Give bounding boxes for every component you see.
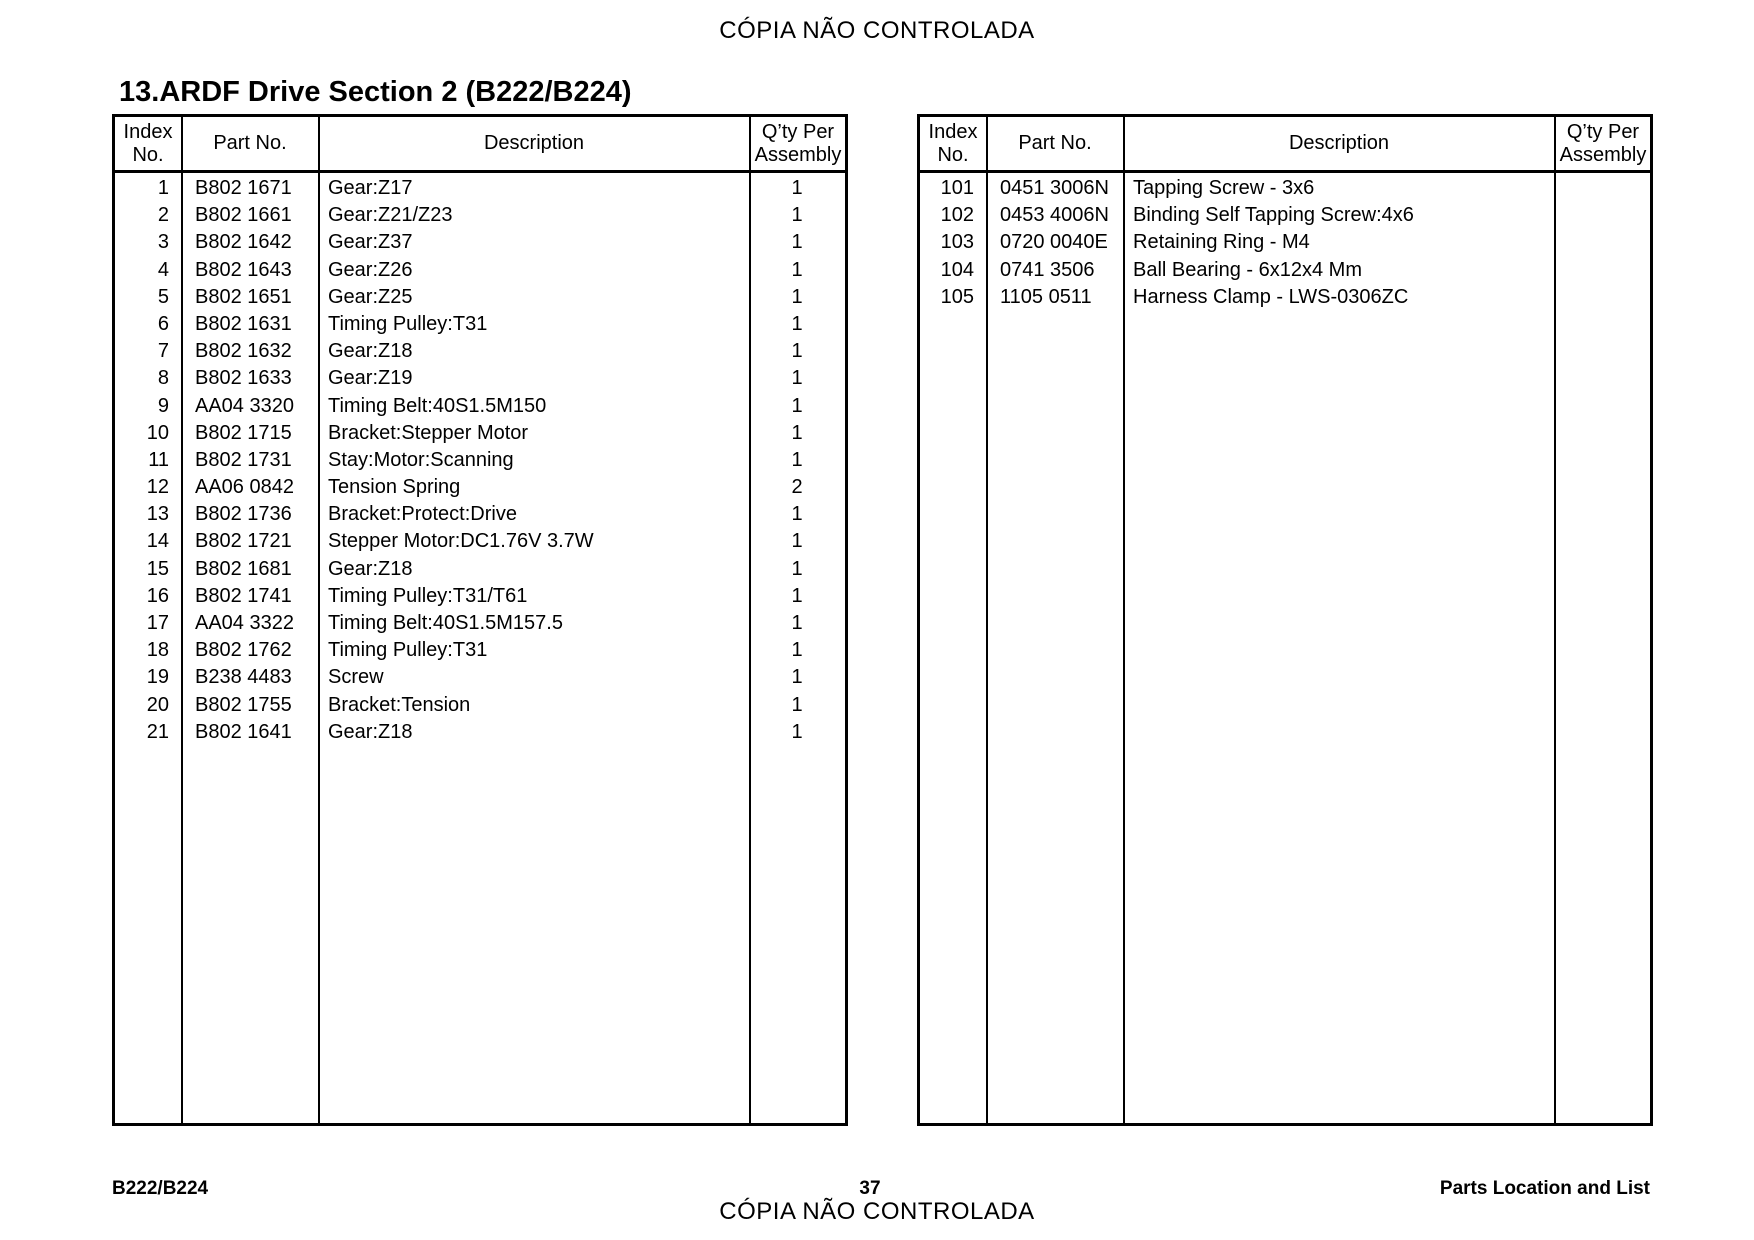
header-index (115, 117, 181, 170)
cell-part-no: B802 1661 (195, 204, 292, 227)
cell-description: Gear:Z21/Z23 (328, 204, 453, 227)
cell-index: 16 (146, 584, 169, 607)
table-row (115, 202, 845, 229)
cell-part-no: B802 1731 (195, 448, 292, 471)
cell-description: Bracket:Tension (328, 693, 471, 716)
cell-index: 101 (940, 177, 974, 199)
cell-part-no: B802 1641 (195, 720, 292, 743)
cell-part-no: B802 1671 (195, 177, 292, 199)
table-row (920, 229, 1650, 256)
header-divider (115, 170, 845, 173)
cell-part-no: B802 1651 (195, 285, 292, 308)
table-row (115, 420, 845, 447)
cell-qty (1557, 229, 1647, 256)
cell-description: Gear:Z17 (328, 177, 413, 199)
cell-description: Retaining Ring - M4 (1133, 231, 1310, 254)
header-qty-line2: Assembly (1559, 143, 1647, 166)
cell-description: Tension Spring (328, 476, 461, 499)
cell-index: 104 (940, 258, 974, 281)
cell-index: 102 (940, 204, 974, 227)
cell-qty: 1 (791, 639, 803, 662)
header-part-no: Part No. (1018, 132, 1092, 154)
cell-part-no: B802 1642 (195, 231, 292, 254)
cell-description: Tapping Screw - 3x6 (1133, 177, 1315, 199)
cell-description: Gear:Z18 (328, 340, 413, 363)
header-qty-line1: Q’ty Per (1566, 120, 1640, 143)
table-row (115, 229, 845, 256)
table-row (115, 583, 845, 610)
cell-description: Screw (328, 666, 384, 689)
cell-index: 5 (157, 285, 169, 308)
header-qty-line2: Assembly (754, 143, 842, 166)
cell-description: Ball Bearing - 6x12x4 Mm (1133, 258, 1362, 281)
header-qty (750, 117, 846, 170)
table-row (115, 501, 845, 528)
cell-part-no: B802 1755 (195, 693, 292, 716)
table-row (115, 556, 845, 583)
cell-qty: 1 (791, 584, 803, 607)
cell-part-no: B802 1632 (195, 340, 292, 363)
parts-table-right (917, 114, 1653, 1126)
cell-qty: 1 (791, 421, 803, 444)
cell-index: 18 (146, 639, 169, 662)
table-row (115, 610, 845, 637)
cell-index: 19 (146, 666, 169, 689)
cell-index: 7 (157, 340, 169, 363)
cell-qty (1557, 175, 1647, 202)
cell-description: Binding Self Tapping Screw:4x6 (1133, 204, 1414, 227)
watermark-top: CÓPIA NÃO CONTROLADA (719, 17, 1035, 44)
cell-description: Bracket:Protect:Drive (328, 503, 517, 526)
parts-table-left (112, 114, 848, 1126)
table-row (115, 474, 845, 501)
cell-part-no: 0741 3506 (1000, 258, 1095, 281)
cell-index: 14 (146, 530, 169, 553)
header-index-line2: No. (132, 143, 164, 166)
cell-qty: 1 (791, 312, 803, 335)
header-description: Description (1288, 132, 1390, 154)
table-row (115, 257, 845, 284)
cell-index: 12 (146, 476, 169, 499)
cell-part-no: 0453 4006N (1000, 204, 1109, 227)
cell-qty: 1 (791, 612, 803, 634)
cell-qty: 1 (791, 177, 803, 199)
cell-description: Timing Pulley:T31 (328, 639, 488, 662)
cell-description: Gear:Z19 (328, 367, 413, 390)
cell-index: 11 (148, 448, 169, 471)
cell-qty: 1 (791, 204, 803, 227)
footer-section: Parts Location and List (1439, 1178, 1650, 1199)
cell-qty: 1 (791, 340, 803, 363)
cell-qty: 1 (791, 530, 803, 553)
cell-qty: 1 (791, 394, 803, 417)
cell-description: Bracket:Stepper Motor (328, 421, 529, 444)
cell-part-no: B802 1633 (195, 367, 292, 390)
header-qty (1555, 117, 1651, 170)
cell-part-no: B802 1643 (195, 258, 292, 281)
cell-index: 17 (146, 612, 169, 634)
cell-index: 10 (146, 421, 169, 444)
table-row (920, 175, 1650, 202)
cell-index: 1 (157, 177, 169, 199)
cell-part-no: AA04 3320 (195, 394, 294, 417)
cell-qty: 1 (791, 448, 803, 471)
cell-qty: 1 (791, 666, 803, 689)
table-row (115, 664, 845, 691)
cell-qty: 1 (791, 258, 803, 281)
table-row (115, 365, 845, 392)
header-index-line1: Index (123, 120, 173, 143)
table-row (115, 284, 845, 311)
cell-part-no: B802 1631 (195, 312, 292, 335)
cell-qty: 1 (791, 367, 803, 390)
cell-part-no: B802 1721 (195, 530, 292, 553)
table-row (115, 338, 845, 365)
cell-part-no: B802 1762 (195, 639, 292, 662)
cell-description: Timing Belt:40S1.5M157.5 (328, 612, 563, 634)
cell-part-no: B238 4483 (195, 666, 292, 689)
header-index-line1: Index (928, 120, 978, 143)
header-qty-line1: Q’ty Per (761, 120, 835, 143)
cell-part-no: 1105 0511 (1000, 285, 1092, 308)
cell-description: Harness Clamp - LWS-0306ZC (1133, 285, 1409, 308)
footer-model: B222/B224 (112, 1178, 209, 1199)
table-row (115, 719, 845, 746)
header-index-line2: No. (937, 143, 969, 166)
cell-part-no: B802 1681 (195, 557, 292, 580)
table-row (920, 284, 1650, 311)
cell-index: 20 (146, 693, 169, 716)
header-description: Description (483, 132, 585, 154)
cell-qty: 1 (791, 285, 803, 308)
cell-index: 6 (157, 312, 169, 335)
header-part-no: Part No. (213, 132, 287, 154)
cell-description: Gear:Z18 (328, 720, 413, 743)
cell-description: Gear:Z37 (328, 231, 413, 254)
cell-index: 103 (940, 231, 974, 254)
header-divider (920, 170, 1650, 173)
cell-description: Gear:Z26 (328, 258, 413, 281)
cell-description: Timing Pulley:T31 (328, 312, 488, 335)
cell-index: 2 (157, 204, 169, 227)
cell-qty: 1 (791, 231, 803, 254)
cell-description: Timing Pulley:T31/T61 (328, 584, 528, 607)
section-title: 13.ARDF Drive Section 2 (B222/B224) (119, 76, 632, 108)
cell-qty: 1 (791, 557, 803, 580)
cell-index: 13 (146, 503, 169, 526)
cell-index: 3 (157, 231, 169, 254)
cell-description: Stepper Motor:DC1.76V 3.7W (328, 530, 594, 553)
cell-qty: 2 (791, 476, 803, 499)
cell-index: 8 (157, 367, 169, 390)
cell-description: Gear:Z18 (328, 557, 413, 580)
cell-index: 9 (157, 394, 169, 417)
cell-qty: 1 (791, 503, 803, 526)
cell-part-no: AA06 0842 (195, 476, 294, 499)
cell-qty: 1 (791, 693, 803, 716)
table-row (920, 202, 1650, 229)
cell-qty: 1 (791, 720, 803, 743)
cell-index: 21 (146, 720, 169, 743)
table-row (115, 311, 845, 338)
footer-page-number: 37 (859, 1178, 881, 1199)
cell-qty (1557, 257, 1647, 284)
cell-index: 15 (146, 557, 169, 580)
cell-part-no: B802 1715 (195, 421, 292, 444)
table-row (115, 637, 845, 664)
cell-qty (1557, 284, 1647, 311)
parts-rows-left (115, 175, 845, 746)
table-row (115, 175, 845, 202)
cell-part-no: 0451 3006N (1000, 177, 1109, 199)
cell-description: Stay:Motor:Scanning (328, 448, 514, 471)
header-index (920, 117, 986, 170)
table-row (920, 257, 1650, 284)
table-row (115, 447, 845, 474)
cell-description: Timing Belt:40S1.5M150 (328, 394, 547, 417)
parts-rows-right (920, 175, 1650, 311)
table-row (115, 528, 845, 555)
cell-index: 4 (157, 258, 169, 281)
table-row (115, 692, 845, 719)
cell-description: Gear:Z25 (328, 285, 413, 308)
cell-part-no: B802 1741 (195, 584, 292, 607)
table-row (115, 393, 845, 420)
cell-part-no: 0720 0040E (1000, 231, 1108, 254)
cell-qty (1557, 202, 1647, 229)
watermark-bottom: CÓPIA NÃO CONTROLADA (719, 1198, 1035, 1225)
cell-index: 105 (940, 285, 974, 308)
cell-part-no: AA04 3322 (195, 612, 294, 634)
cell-part-no: B802 1736 (195, 503, 292, 526)
